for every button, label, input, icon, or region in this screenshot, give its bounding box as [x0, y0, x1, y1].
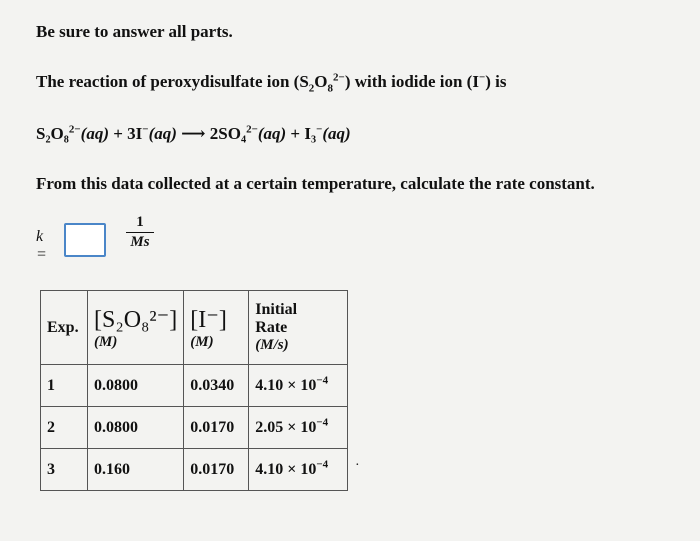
- intro-text: The reaction of peroxydisulfate ion $(S_2O_8^{2-})$ with iodide ion (I−) is: [36, 71, 507, 95]
- header-s2o8: [S₂O₈²⁻] (M): [88, 291, 184, 365]
- reaction-arrow: ⟶: [181, 124, 206, 143]
- header-exp: Exp.: [41, 291, 88, 365]
- table-row: 1 0.0800 0.0340 $4.10 \times 10^{-4}$: [41, 365, 348, 407]
- data-table: [40, 290, 348, 491]
- header-rate: Initial Rate (M/s): [249, 291, 348, 365]
- question-text: From this data collected at a certain temperature, calculate the rate constant.: [36, 174, 595, 193]
- table-header-row: [41, 291, 348, 365]
- rate-constant-input[interactable]: [64, 223, 106, 257]
- table-row: 3 0.160 0.0170 $4.10 \times 10^{-4}$: [41, 449, 348, 491]
- table-row: 2 0.0800 0.0170 $2.05 \times 10^{-4}$: [41, 407, 348, 449]
- reaction-equation: S₂O₈$^{2-}$(aq) + 3I−(aq) ⟶ 2SO₄$^{2-}$(aq) + I₃−(aq): [36, 123, 351, 143]
- instruction-text: Be sure to answer all parts.: [36, 22, 233, 41]
- trailing-dot: ·: [355, 458, 360, 473]
- k-label: k =: [36, 228, 47, 263]
- unit-fraction: 1 Ms: [126, 214, 154, 251]
- header-iodide: [I⁻] (M): [184, 291, 249, 365]
